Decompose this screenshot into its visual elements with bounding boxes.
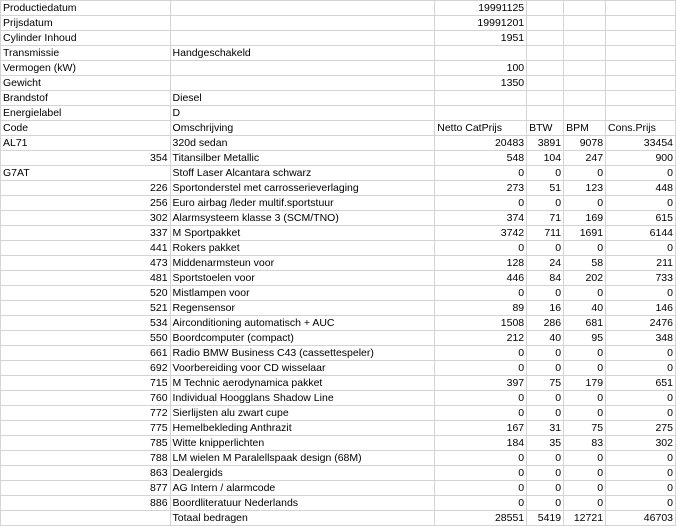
info-label-cell[interactable]: Vermogen (kW) bbox=[1, 61, 171, 76]
netto-price-cell[interactable]: 1508 bbox=[435, 316, 527, 331]
code-cell[interactable]: 337 bbox=[1, 226, 171, 241]
empty-cell[interactable] bbox=[527, 46, 564, 61]
bpm-cell[interactable]: 123 bbox=[564, 181, 606, 196]
consumer-price-cell[interactable]: 0 bbox=[606, 346, 676, 361]
empty-cell[interactable] bbox=[527, 16, 564, 31]
consumer-price-cell[interactable]: 275 bbox=[606, 421, 676, 436]
bpm-cell[interactable]: 40 bbox=[564, 301, 606, 316]
code-cell[interactable]: 760 bbox=[1, 391, 171, 406]
description-cell[interactable]: Rokers pakket bbox=[170, 241, 435, 256]
bpm-cell[interactable]: 681 bbox=[564, 316, 606, 331]
info-label-cell[interactable]: Cylinder Inhoud bbox=[1, 31, 171, 46]
info-text-cell[interactable]: D bbox=[170, 106, 435, 121]
empty-cell[interactable] bbox=[606, 61, 676, 76]
info-text-cell[interactable]: Diesel bbox=[170, 91, 435, 106]
description-cell[interactable]: M Sportpakket bbox=[170, 226, 435, 241]
table-row bbox=[1, 286, 676, 301]
consumer-price-cell[interactable]: 0 bbox=[606, 241, 676, 256]
table-row bbox=[1, 436, 676, 451]
table-row bbox=[1, 181, 676, 196]
code-cell[interactable]: 886 bbox=[1, 496, 171, 511]
netto-price-cell[interactable]: 167 bbox=[435, 421, 527, 436]
column-header-row bbox=[1, 121, 676, 136]
description-cell[interactable]: Alarmsysteem klasse 3 (SCM/TNO) bbox=[170, 211, 435, 226]
netto-price-cell[interactable]: 397 bbox=[435, 376, 527, 391]
btw-cell[interactable]: 0 bbox=[527, 466, 564, 481]
btw-cell[interactable]: 3891 bbox=[527, 136, 564, 151]
info-row bbox=[1, 16, 676, 31]
consumer-price-cell[interactable]: 0 bbox=[606, 466, 676, 481]
netto-price-cell[interactable]: 0 bbox=[435, 481, 527, 496]
table-row bbox=[1, 361, 676, 376]
consumer-price-cell[interactable]: 0 bbox=[606, 361, 676, 376]
code-cell[interactable]: 226 bbox=[1, 181, 171, 196]
netto-price-cell[interactable]: 0 bbox=[435, 166, 527, 181]
netto-price-cell[interactable]: 128 bbox=[435, 256, 527, 271]
code-cell[interactable]: 785 bbox=[1, 436, 171, 451]
description-cell[interactable]: Stoff Laser Alcantara schwarz bbox=[170, 166, 435, 181]
btw-cell[interactable]: 35 bbox=[527, 436, 564, 451]
code-cell[interactable]: 256 bbox=[1, 196, 171, 211]
column-header-cell[interactable]: BTW bbox=[527, 121, 564, 136]
info-value-cell[interactable]: 1951 bbox=[435, 31, 527, 46]
consumer-price-cell[interactable]: 302 bbox=[606, 436, 676, 451]
btw-cell[interactable]: 0 bbox=[527, 391, 564, 406]
table-row bbox=[1, 481, 676, 496]
consumer-price-cell[interactable]: 6144 bbox=[606, 226, 676, 241]
info-row bbox=[1, 106, 676, 121]
netto-price-cell[interactable]: 0 bbox=[435, 346, 527, 361]
consumer-price-cell[interactable]: 0 bbox=[606, 166, 676, 181]
table-row bbox=[1, 271, 676, 286]
description-cell[interactable]: Regensensor bbox=[170, 301, 435, 316]
consumer-price-cell[interactable]: 0 bbox=[606, 451, 676, 466]
btw-cell[interactable]: 84 bbox=[527, 271, 564, 286]
description-cell[interactable]: Dealergids bbox=[170, 466, 435, 481]
info-text-cell[interactable]: Handgeschakeld bbox=[170, 46, 435, 61]
empty-cell[interactable] bbox=[527, 76, 564, 91]
info-value-cell[interactable] bbox=[435, 106, 527, 121]
btw-cell[interactable]: 286 bbox=[527, 316, 564, 331]
info-value-cell[interactable]: 19991201 bbox=[435, 16, 527, 31]
code-cell[interactable]: 863 bbox=[1, 466, 171, 481]
info-label-cell[interactable]: Brandstof bbox=[1, 91, 171, 106]
code-cell[interactable]: 715 bbox=[1, 376, 171, 391]
btw-cell[interactable]: 24 bbox=[527, 256, 564, 271]
empty-cell[interactable] bbox=[564, 61, 606, 76]
code-cell[interactable]: AL71 bbox=[1, 136, 171, 151]
table-row bbox=[1, 196, 676, 211]
btw-cell[interactable]: 0 bbox=[527, 406, 564, 421]
description-cell[interactable]: Boordcomputer (compact) bbox=[170, 331, 435, 346]
description-cell[interactable]: Voorbereiding voor CD wisselaar bbox=[170, 361, 435, 376]
empty-cell[interactable] bbox=[606, 31, 676, 46]
code-cell[interactable]: 473 bbox=[1, 256, 171, 271]
description-cell[interactable]: Titansilber Metallic bbox=[170, 151, 435, 166]
consumer-price-cell[interactable]: 0 bbox=[606, 391, 676, 406]
consumer-price-cell[interactable]: 651 bbox=[606, 376, 676, 391]
bpm-cell[interactable]: 0 bbox=[564, 346, 606, 361]
info-text-cell[interactable] bbox=[170, 1, 435, 16]
netto-price-cell[interactable]: 374 bbox=[435, 211, 527, 226]
netto-price-cell[interactable]: 184 bbox=[435, 436, 527, 451]
empty-cell[interactable] bbox=[606, 106, 676, 121]
consumer-price-cell[interactable]: 348 bbox=[606, 331, 676, 346]
code-cell[interactable]: 520 bbox=[1, 286, 171, 301]
bpm-cell[interactable]: 0 bbox=[564, 361, 606, 376]
bpm-cell[interactable]: 0 bbox=[564, 391, 606, 406]
consumer-price-cell[interactable]: 0 bbox=[606, 406, 676, 421]
btw-cell[interactable]: 0 bbox=[527, 496, 564, 511]
bpm-cell[interactable]: 1691 bbox=[564, 226, 606, 241]
table-row bbox=[1, 301, 676, 316]
total-consumer-price-cell[interactable]: 46703 bbox=[606, 511, 676, 526]
consumer-price-cell[interactable]: 0 bbox=[606, 481, 676, 496]
btw-cell[interactable]: 16 bbox=[527, 301, 564, 316]
btw-cell[interactable]: 51 bbox=[527, 181, 564, 196]
empty-cell[interactable] bbox=[564, 31, 606, 46]
btw-cell[interactable]: 75 bbox=[527, 376, 564, 391]
description-cell[interactable]: Boordliteratuur Nederlands bbox=[170, 496, 435, 511]
consumer-price-cell[interactable]: 448 bbox=[606, 181, 676, 196]
netto-price-cell[interactable]: 0 bbox=[435, 496, 527, 511]
total-netto-cell[interactable]: 28551 bbox=[435, 511, 527, 526]
info-value-cell[interactable] bbox=[435, 46, 527, 61]
bpm-cell[interactable]: 169 bbox=[564, 211, 606, 226]
netto-price-cell[interactable]: 3742 bbox=[435, 226, 527, 241]
netto-price-cell[interactable]: 0 bbox=[435, 406, 527, 421]
empty-cell[interactable] bbox=[527, 1, 564, 16]
empty-cell[interactable] bbox=[564, 91, 606, 106]
empty-cell[interactable] bbox=[527, 91, 564, 106]
code-cell[interactable]: 481 bbox=[1, 271, 171, 286]
code-cell[interactable]: G7AT bbox=[1, 166, 171, 181]
empty-cell[interactable] bbox=[606, 91, 676, 106]
btw-cell[interactable]: 0 bbox=[527, 196, 564, 211]
table-row bbox=[1, 466, 676, 481]
btw-cell[interactable]: 711 bbox=[527, 226, 564, 241]
description-cell[interactable]: Sportstoelen voor bbox=[170, 271, 435, 286]
code-cell[interactable]: 772 bbox=[1, 406, 171, 421]
column-header-cell[interactable]: Netto CatPrijs bbox=[435, 121, 527, 136]
empty-cell[interactable] bbox=[606, 46, 676, 61]
table-row bbox=[1, 421, 676, 436]
code-cell[interactable]: 441 bbox=[1, 241, 171, 256]
table-row bbox=[1, 451, 676, 466]
info-label-cell[interactable]: Transmissie bbox=[1, 46, 171, 61]
consumer-price-cell[interactable]: 0 bbox=[606, 286, 676, 301]
info-label-cell[interactable]: Prijsdatum bbox=[1, 16, 171, 31]
bpm-cell[interactable]: 0 bbox=[564, 466, 606, 481]
description-cell[interactable]: Airconditioning automatisch + AUC bbox=[170, 316, 435, 331]
consumer-price-cell[interactable]: 0 bbox=[606, 196, 676, 211]
bpm-cell[interactable]: 0 bbox=[564, 196, 606, 211]
bpm-cell[interactable]: 0 bbox=[564, 166, 606, 181]
description-cell[interactable]: Middenarmsteun voor bbox=[170, 256, 435, 271]
info-row bbox=[1, 31, 676, 46]
table-row bbox=[1, 331, 676, 346]
description-cell[interactable]: AG Intern / alarmcode bbox=[170, 481, 435, 496]
btw-cell[interactable]: 0 bbox=[527, 286, 564, 301]
netto-price-cell[interactable]: 20483 bbox=[435, 136, 527, 151]
empty-cell[interactable] bbox=[564, 106, 606, 121]
bpm-cell[interactable]: 0 bbox=[564, 481, 606, 496]
consumer-price-cell[interactable]: 2476 bbox=[606, 316, 676, 331]
info-value-cell[interactable] bbox=[435, 91, 527, 106]
info-value-cell[interactable]: 1350 bbox=[435, 76, 527, 91]
bpm-cell[interactable]: 0 bbox=[564, 406, 606, 421]
info-value-cell[interactable]: 19991125 bbox=[435, 1, 527, 16]
totals-row bbox=[1, 511, 676, 526]
info-text-cell[interactable] bbox=[170, 76, 435, 91]
btw-cell[interactable]: 0 bbox=[527, 481, 564, 496]
description-cell[interactable]: Radio BMW Business C43 (cassettespeler) bbox=[170, 346, 435, 361]
description-cell[interactable]: Hemelbekleding Anthrazit bbox=[170, 421, 435, 436]
column-header-cell[interactable]: BPM bbox=[564, 121, 606, 136]
consumer-price-cell[interactable]: 0 bbox=[606, 496, 676, 511]
bpm-cell[interactable]: 0 bbox=[564, 241, 606, 256]
btw-cell[interactable]: 40 bbox=[527, 331, 564, 346]
empty-cell[interactable] bbox=[564, 1, 606, 16]
consumer-price-cell[interactable]: 146 bbox=[606, 301, 676, 316]
info-row bbox=[1, 91, 676, 106]
description-cell[interactable]: LM wielen M Paralellspaak design (68M) bbox=[170, 451, 435, 466]
empty-cell[interactable] bbox=[564, 46, 606, 61]
total-btw-cell[interactable]: 5419 bbox=[527, 511, 564, 526]
table-row bbox=[1, 226, 676, 241]
btw-cell[interactable]: 0 bbox=[527, 361, 564, 376]
info-text-cell[interactable] bbox=[170, 61, 435, 76]
total-bpm-cell[interactable]: 12721 bbox=[564, 511, 606, 526]
btw-cell[interactable]: 31 bbox=[527, 421, 564, 436]
description-cell[interactable]: Witte knipperlichten bbox=[170, 436, 435, 451]
info-row bbox=[1, 46, 676, 61]
description-cell[interactable]: 320d sedan bbox=[170, 136, 435, 151]
table-row bbox=[1, 406, 676, 421]
netto-price-cell[interactable]: 0 bbox=[435, 451, 527, 466]
description-cell[interactable]: Mistlampen voor bbox=[170, 286, 435, 301]
bpm-cell[interactable]: 247 bbox=[564, 151, 606, 166]
btw-cell[interactable]: 0 bbox=[527, 166, 564, 181]
code-cell[interactable]: 775 bbox=[1, 421, 171, 436]
description-cell[interactable]: Euro airbag /leder multif.sportstuur bbox=[170, 196, 435, 211]
bpm-cell[interactable]: 0 bbox=[564, 286, 606, 301]
bpm-cell[interactable]: 75 bbox=[564, 421, 606, 436]
description-cell[interactable]: Individual Hoogglans Shadow Line bbox=[170, 391, 435, 406]
code-cell[interactable]: 788 bbox=[1, 451, 171, 466]
table-row bbox=[1, 166, 676, 181]
info-label-cell[interactable]: Gewicht bbox=[1, 76, 171, 91]
code-cell[interactable]: 534 bbox=[1, 316, 171, 331]
consumer-price-cell[interactable]: 33454 bbox=[606, 136, 676, 151]
code-cell[interactable]: 877 bbox=[1, 481, 171, 496]
netto-price-cell[interactable]: 548 bbox=[435, 151, 527, 166]
btw-cell[interactable]: 0 bbox=[527, 241, 564, 256]
empty-cell[interactable] bbox=[564, 76, 606, 91]
code-cell[interactable]: 354 bbox=[1, 151, 171, 166]
empty-cell[interactable] bbox=[527, 31, 564, 46]
netto-price-cell[interactable]: 273 bbox=[435, 181, 527, 196]
empty-cell[interactable] bbox=[564, 16, 606, 31]
table-row bbox=[1, 256, 676, 271]
consumer-price-cell[interactable]: 615 bbox=[606, 211, 676, 226]
bpm-cell[interactable]: 83 bbox=[564, 436, 606, 451]
consumer-price-cell[interactable]: 211 bbox=[606, 256, 676, 271]
table-row bbox=[1, 151, 676, 166]
info-row bbox=[1, 61, 676, 76]
info-row bbox=[1, 76, 676, 91]
btw-cell[interactable]: 0 bbox=[527, 346, 564, 361]
column-header-cell[interactable]: Code bbox=[1, 121, 171, 136]
netto-price-cell[interactable]: 0 bbox=[435, 241, 527, 256]
netto-price-cell[interactable]: 0 bbox=[435, 286, 527, 301]
totals-label-cell[interactable]: Totaal bedragen bbox=[170, 511, 435, 526]
bpm-cell[interactable]: 95 bbox=[564, 331, 606, 346]
netto-price-cell[interactable]: 212 bbox=[435, 331, 527, 346]
code-cell[interactable]: 521 bbox=[1, 301, 171, 316]
empty-cell[interactable] bbox=[527, 61, 564, 76]
description-cell[interactable]: Sportonderstel met carrosserieverlaging bbox=[170, 181, 435, 196]
netto-price-cell[interactable]: 0 bbox=[435, 466, 527, 481]
info-label-cell[interactable]: Energielabel bbox=[1, 106, 171, 121]
table-row bbox=[1, 346, 676, 361]
table-row bbox=[1, 496, 676, 511]
netto-price-cell[interactable]: 0 bbox=[435, 196, 527, 211]
description-cell[interactable]: Sierlijsten alu zwart cupe bbox=[170, 406, 435, 421]
empty-cell[interactable] bbox=[606, 76, 676, 91]
table-row bbox=[1, 391, 676, 406]
bpm-cell[interactable]: 179 bbox=[564, 376, 606, 391]
column-header-cell[interactable]: Omschrijving bbox=[170, 121, 435, 136]
table-row bbox=[1, 136, 676, 151]
code-cell[interactable]: 661 bbox=[1, 346, 171, 361]
table-row bbox=[1, 241, 676, 256]
netto-price-cell[interactable]: 0 bbox=[435, 391, 527, 406]
code-cell[interactable]: 550 bbox=[1, 331, 171, 346]
column-header-cell[interactable]: Cons.Prijs bbox=[606, 121, 676, 136]
code-cell[interactable]: 302 bbox=[1, 211, 171, 226]
netto-price-cell[interactable]: 89 bbox=[435, 301, 527, 316]
netto-price-cell[interactable]: 0 bbox=[435, 361, 527, 376]
consumer-price-cell[interactable]: 900 bbox=[606, 151, 676, 166]
btw-cell[interactable]: 104 bbox=[527, 151, 564, 166]
code-cell[interactable]: 692 bbox=[1, 361, 171, 376]
description-cell[interactable]: M Technic aerodynamica pakket bbox=[170, 376, 435, 391]
bpm-cell[interactable]: 202 bbox=[564, 271, 606, 286]
bpm-cell[interactable]: 58 bbox=[564, 256, 606, 271]
netto-price-cell[interactable]: 446 bbox=[435, 271, 527, 286]
bpm-cell[interactable]: 0 bbox=[564, 451, 606, 466]
empty-cell[interactable] bbox=[527, 106, 564, 121]
table-row bbox=[1, 211, 676, 226]
info-row bbox=[1, 1, 676, 16]
info-label-cell[interactable]: Productiedatum bbox=[1, 1, 171, 16]
info-value-cell[interactable]: 100 bbox=[435, 61, 527, 76]
btw-cell[interactable]: 0 bbox=[527, 451, 564, 466]
bpm-cell[interactable]: 9078 bbox=[564, 136, 606, 151]
empty-cell[interactable] bbox=[1, 511, 171, 526]
btw-cell[interactable]: 71 bbox=[527, 211, 564, 226]
empty-cell[interactable] bbox=[606, 16, 676, 31]
bpm-cell[interactable]: 0 bbox=[564, 496, 606, 511]
info-text-cell[interactable] bbox=[170, 16, 435, 31]
consumer-price-cell[interactable]: 733 bbox=[606, 271, 676, 286]
info-text-cell[interactable] bbox=[170, 31, 435, 46]
table-row bbox=[1, 316, 676, 331]
table-row bbox=[1, 376, 676, 391]
empty-cell[interactable] bbox=[606, 1, 676, 16]
